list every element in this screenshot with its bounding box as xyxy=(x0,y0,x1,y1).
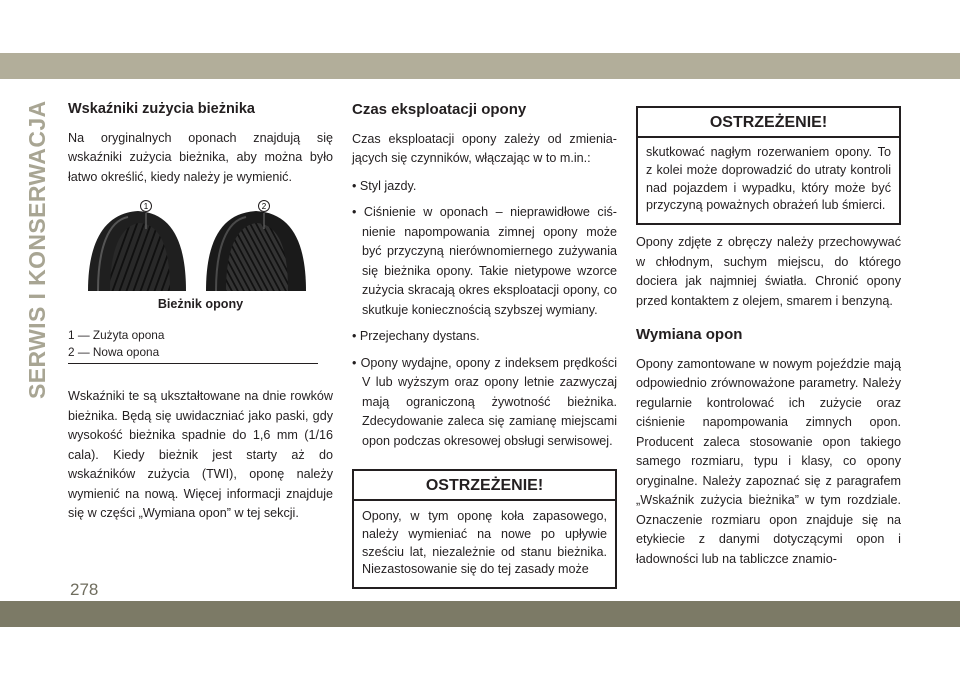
legend-item: 2 — Nowa opona xyxy=(68,344,160,359)
column-3 xyxy=(636,108,901,569)
list-item: • Opony wydajne, opony z indeksem prędkości V lub wyższym oraz opony letnie zazwyczaj mają ograniczoną żywotność bieżnika. Zdecydowanie zaleca się zamianę miejscami opon podczas okresowej obsługi serwisowej. xyxy=(352,355,617,448)
column-2 xyxy=(352,100,617,589)
list-item: • Styl jazdy. xyxy=(352,178,417,193)
warning-box-continued xyxy=(636,106,901,225)
warning-text: skutkować nagłym rozerwaniem opony. To z kolei może doprowadzić do utraty kontroli nad pojazdem i wypadku, który może być przyczyną poważnych obrażeń lub śmierci. xyxy=(646,145,891,213)
worn-tire xyxy=(88,211,186,291)
svg-text:1: 1 xyxy=(143,202,149,212)
page-number: 278 xyxy=(70,580,99,599)
svg-text:2: 2 xyxy=(261,202,267,212)
figure-legend xyxy=(68,327,333,360)
figure-caption: Bieżnik opony xyxy=(157,297,244,312)
tire-life-intro: Czas eksploatacji opony zależy od zmieniających się czynników, włączając w to m.in.: xyxy=(352,131,617,165)
callout-2 xyxy=(259,201,270,212)
top-band xyxy=(0,53,960,79)
tire-illustration xyxy=(68,199,318,291)
tread-wear-body: Wskaźniki te są ukształtowane na dnie rowków bieżnika. Będą się uwidaczniać jako paski, gdy wysokość bieżnika spadnie do 1,6 mm (1/16 cala). Kiedy bieżnik jest starty aż do wskaźników zużycia (TWI), oponę należy wymienić na nową. Więcej informacji znajduje się w części „Wymiana opon” w tej sekcji. xyxy=(68,389,333,521)
tire-replacement-body: Opony zamontowane w nowym pojeździe mają odpowiednio zrównoważone parametry. Należy regularnie kontrolować ich zużycie oraz ciśnienie napompowania zimnych opon. Producent zaleca stosowanie opon takiego samego rozmiaru, typu i klasy, co opony oryginalne. Należy zapoznać się z paragrafem „Wskaźnik zużycia bieżnika” w tym rozdziale. Oznaczenie rozmiaru opon znajduje się na etykiecie z danymi dotyczącymi opon i ładowności lub na tabliczce znamio- xyxy=(636,356,901,566)
tire-tread-figure xyxy=(68,199,318,291)
warning-text: Opony, w tym oponę koła zapasowego, należy wymieniać na nowe po upływie sześciu lat, niezależnie od stanu bieżnika. Niezastosowanie się do tej zasady może xyxy=(362,509,607,577)
warning-box xyxy=(352,469,617,589)
tread-wear-intro: Na oryginalnych oponach znajdują się wskaźniki zużycia bieżnika, aby można było łatwo określić, kiedy należy je wymienić. xyxy=(68,130,333,184)
legend-item: 1 — Zużyta opona xyxy=(68,328,165,343)
callout-1 xyxy=(141,201,152,212)
section-side-label: SERWIS I KONSERWACJA xyxy=(24,100,50,399)
tread-wear-heading: Wskaźniki zużycia bieżnika xyxy=(68,101,255,117)
column-1 xyxy=(68,100,333,532)
legend-divider xyxy=(68,363,318,364)
new-tire xyxy=(206,211,306,291)
warning-title: OSTRZEŻENIE! xyxy=(354,471,615,501)
tire-storage-text: Opony zdjęte z obręczy należy przechowywać w chłodnym, suchym miejscu, do którego dociera jak najmniej światła. Chronić opony przed kontaktem z olejem, smarem i benzyną. xyxy=(636,235,901,308)
list-item: • Ciśnienie w oponach – nieprawidłowe ciśnienie napompowania zimnej opony może być przyczyną nierównomiernego zużywania się bieżnika opony. Takie nietypowe wzorce zużycia skracają okres eksploatacji opony, co skutkuje koniecznością szybszej wymiany. xyxy=(352,205,617,317)
warning-title: OSTRZEŻENIE! xyxy=(638,108,899,138)
tire-replacement-heading: Wymiana opon xyxy=(636,326,743,344)
bottom-band xyxy=(0,601,960,627)
list-item: • Przejechany dystans. xyxy=(352,329,480,343)
tire-life-heading: Czas eksploatacji opony xyxy=(352,101,527,118)
